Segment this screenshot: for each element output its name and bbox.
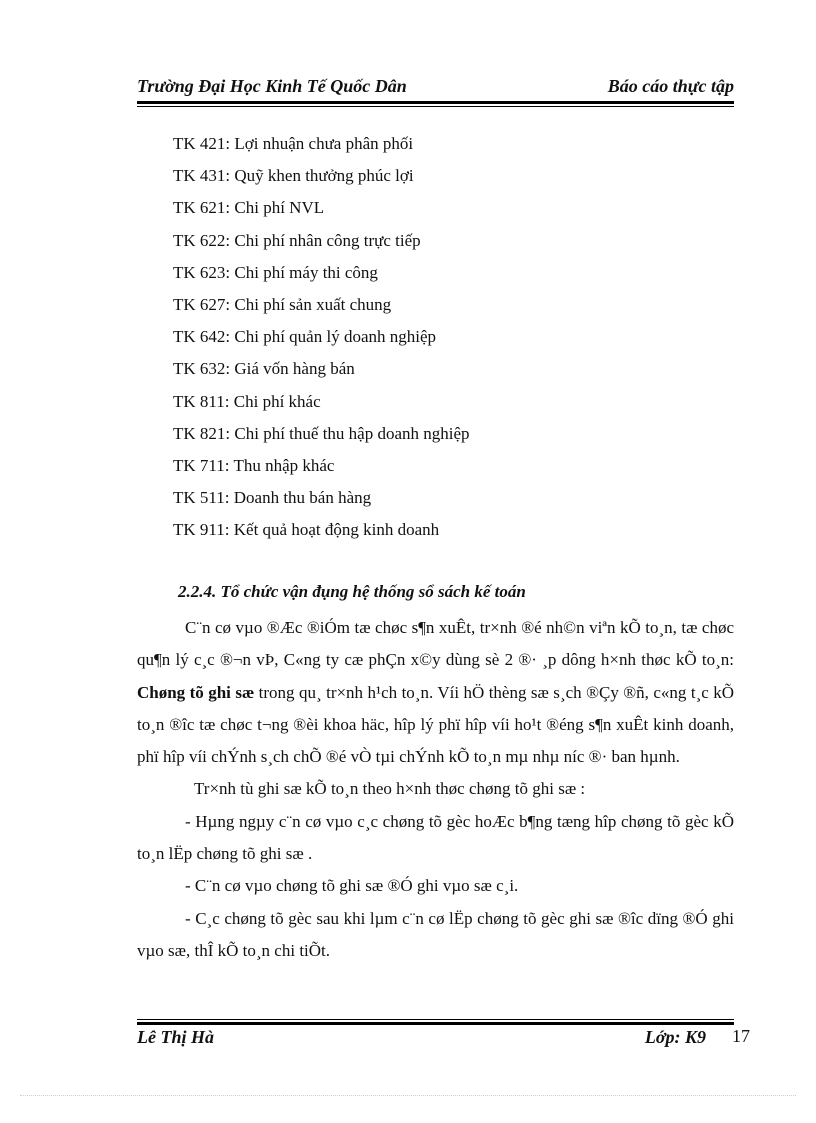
account-list: [173, 132, 470, 550]
section-heading: 2.2.4. Tổ chức vận đụng hệ thống sổ sách kế toán: [178, 582, 526, 601]
account-item: TK 911: Kết quả hoạt động kinh doanh: [173, 520, 440, 540]
account-item: TK 431: Quỹ khen thưởng phúc lợi: [173, 166, 414, 186]
account-item: TK 642: Chi phí quản lý doanh nghiệp: [173, 327, 437, 347]
paragraph-intro-start: C¨n cø vµo ®Æc ®iÓm tæ chøc s¶n xuÊt, tr×nh ®é nh©n viªn kÕ to¸n, tæ chøc qu¶n lý c¸c ®¬n vÞ, C«ng ty cæ phÇn x©y dùng sè 2 ®· ¸p dông h×nh thøc kÕ to¸n:: [137, 618, 734, 670]
account-item: TK 421: Lợi nhuận chưa phân phối: [173, 134, 414, 153]
account-item: TK 623: Chi phí máy thi công: [173, 262, 378, 282]
header-university: Trường Đại Học Kinh Tế Quốc Dân: [137, 76, 407, 96]
account-item: TK 821: Chi phí thuế thu hập doanh nghiệp: [173, 423, 470, 443]
account-item: TK 511: Doanh thu bán hàng: [173, 488, 372, 508]
account-item: TK 621: Chi phí NVL: [173, 198, 325, 218]
paragraph-procedure: Tr×nh tù ghi sæ kÕ to¸n theo h×nh thøc chøng tõ ghi sæ :: [194, 779, 586, 799]
header-report-title: Báo cáo thực tập: [607, 76, 734, 96]
account-item: TK 622: Chi phí nhân công trực tiếp: [173, 230, 421, 250]
page-number: 17: [732, 1026, 750, 1046]
body-text: [137, 612, 734, 967]
page-boundary: [20, 1095, 796, 1096]
paragraph-step-3: - C¸c chøng tõ gèc sau khi lµm c¨n cø lËp chøng tõ gèc ghi sæ ®îc dïng ®Ó ghi vµo sæ, thÎ kÕ to¸n chi tiÕt.: [137, 908, 734, 960]
footer-author: Lê Thị Hà: [137, 1027, 214, 1047]
paragraph-step-2: - C¨n cø vµo chøng tõ ghi sæ ®Ó ghi vµo sæ c¸i.: [185, 876, 519, 896]
account-item: TK 627: Chi phí sản xuất chung: [173, 294, 392, 314]
header-rule: [137, 101, 734, 107]
account-item: TK 811: Chi phí khác: [173, 391, 321, 411]
account-item: TK 711: Thu nhập khác: [173, 455, 335, 475]
paragraph-intro: [137, 612, 734, 773]
paragraph-intro-emphasis: Chøng tõ ghi sæ: [137, 682, 255, 702]
paragraph-step-1: - Hµng ngµy c¨n cø vµo c¸c chøng tõ gèc hoÆc b¶ng tæng hîp chøng tõ gèc kÕ to¸n lËp chøng tõ ghi sæ .: [137, 811, 734, 864]
footer-rule: [137, 1019, 734, 1025]
footer-class: Lớp: K9: [644, 1027, 706, 1047]
paragraph-intro-end: trong qu¸ tr×nh h¹ch to¸n. Víi hÖ thèng sæ s¸ch ®Çy ®ñ, c«ng t¸c kÕ to¸n ®îc tæ chøc t¬ng ®èi khoa häc, hîp lý phï hîp víi ho¹t ®éng s¶n xuÊt kinh doanh, phï hîp víi chÝnh s¸ch chÕ ®é vÒ tµi chÝnh kÕ to¸n mµ nhµ níc ®· ban hµnh.: [137, 682, 734, 767]
account-item: TK 632: Giá vốn hàng bán: [173, 359, 355, 379]
